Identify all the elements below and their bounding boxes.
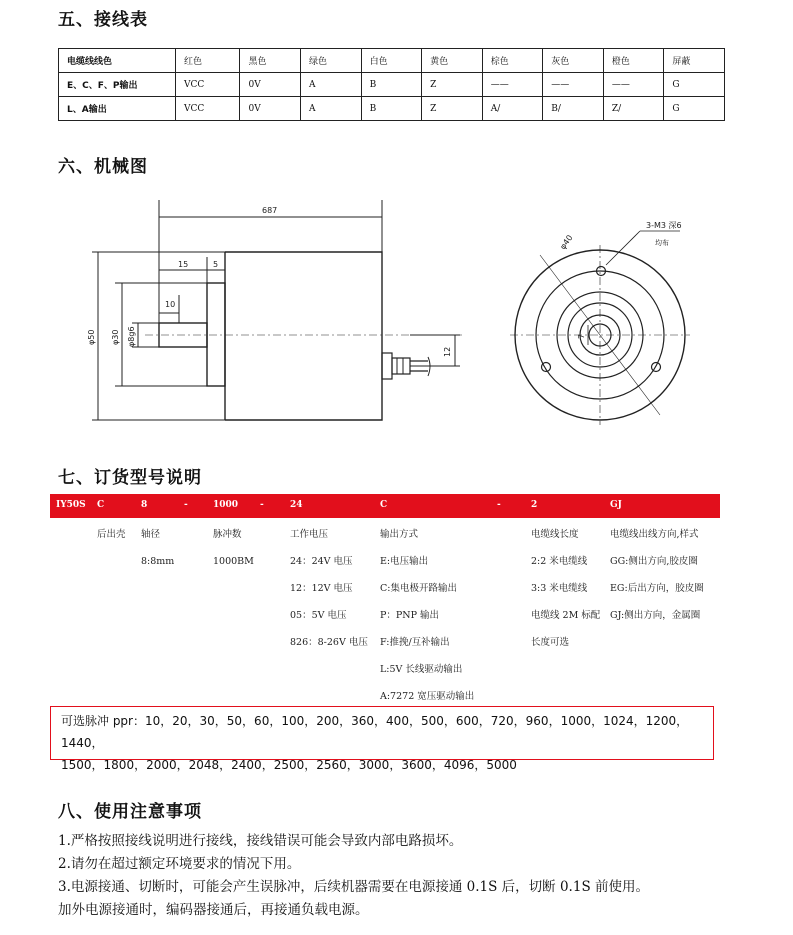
table-cell: 黄色 bbox=[422, 49, 483, 73]
table-cell: A/ bbox=[482, 97, 543, 121]
mechanical-drawing bbox=[70, 195, 710, 435]
order-code-segment: - bbox=[497, 500, 501, 510]
order-column-item: 826：8-26V 电压 bbox=[290, 637, 368, 648]
table-cell: —— bbox=[543, 73, 604, 97]
order-column-item: 电缆线 2M 标配 bbox=[531, 610, 601, 621]
table-cell: 电缆线线色 bbox=[59, 49, 176, 73]
order-column-item: 05：5V 电压 bbox=[290, 610, 347, 621]
order-code-segment: GJ bbox=[610, 500, 622, 510]
order-column-item: 脉冲数 bbox=[213, 529, 242, 540]
table-cell: 绿色 bbox=[301, 49, 362, 73]
dim-12-label: 12 bbox=[443, 346, 452, 357]
wiring-table bbox=[58, 48, 725, 121]
order-code-segment: - bbox=[260, 500, 264, 510]
table-cell: Z bbox=[422, 97, 483, 121]
side-view bbox=[87, 200, 465, 420]
order-column-item: A:7272 宽压驱动输出 bbox=[380, 691, 475, 702]
table-cell: G bbox=[664, 73, 725, 97]
table-cell: VCC bbox=[176, 97, 240, 121]
table-cell: 红色 bbox=[176, 49, 240, 73]
order-column-item: 后出壳 bbox=[97, 529, 126, 540]
order-column-item: 轴径 bbox=[141, 529, 161, 540]
order-column-item: 电缆线出线方向,样式 bbox=[610, 529, 699, 540]
order-code-bar bbox=[50, 494, 720, 518]
order-column-item: 工作电压 bbox=[290, 529, 329, 540]
order-column-item: 12：12V 电压 bbox=[290, 583, 353, 594]
table-cell: A bbox=[301, 97, 362, 121]
table-cell: G bbox=[664, 97, 725, 121]
dim-thread-label: 3-M3 深6 bbox=[646, 221, 682, 230]
dim-5-label: 5 bbox=[213, 260, 219, 269]
dim-phi30-label: φ30 bbox=[111, 329, 120, 345]
order-column-exit bbox=[610, 521, 704, 629]
table-cell: 0V bbox=[240, 97, 301, 121]
table-cell: 0V bbox=[240, 73, 301, 97]
table-cell: B/ bbox=[543, 97, 604, 121]
table-cell: —— bbox=[482, 73, 543, 97]
table-cell: 黑色 bbox=[240, 49, 301, 73]
dim-phi50-label: φ50 bbox=[87, 329, 96, 345]
table-cell: L、A输出 bbox=[59, 97, 176, 121]
order-column-item: GG:侧出方向,胶皮圈 bbox=[610, 556, 698, 567]
order-column-item: 电缆线长度 bbox=[531, 529, 579, 540]
order-column-item: 2:2 米电缆线 bbox=[531, 556, 588, 567]
table-cell: 棕色 bbox=[482, 49, 543, 73]
order-column-pulses bbox=[213, 521, 254, 575]
order-code-segment: 24 bbox=[290, 500, 303, 510]
table-cell: —— bbox=[603, 73, 664, 97]
table-row bbox=[59, 97, 725, 121]
dim-7-label: 7 bbox=[577, 333, 586, 339]
note-item: 3.电源接通、切断时，可能会产生误脉冲，后续机器需要在电源接通 0.1S 后，切断 0.1S 前使用。 bbox=[58, 879, 649, 895]
table-row bbox=[59, 73, 725, 97]
order-column-housing bbox=[97, 521, 126, 548]
notes-list bbox=[58, 830, 778, 922]
note-item: 加外电源接通时，编码器接通后，再接通负载电源。 bbox=[58, 902, 369, 918]
order-column-item: F:推挽/互补输出 bbox=[380, 637, 450, 648]
section-title-order: 七、订货型号说明 bbox=[58, 468, 202, 488]
table-cell: 灰色 bbox=[543, 49, 604, 73]
dim-angle-label: 均布 bbox=[655, 239, 669, 247]
order-column-item: L:5V 长线驱动输出 bbox=[380, 664, 463, 675]
table-cell: Z bbox=[422, 73, 483, 97]
table-cell: A bbox=[301, 73, 362, 97]
dim-length-label: 687 bbox=[262, 206, 278, 215]
dim-10-label: 10 bbox=[165, 300, 176, 309]
order-column-cable bbox=[531, 521, 600, 656]
table-cell: B bbox=[361, 73, 422, 97]
order-column-output bbox=[380, 521, 474, 710]
dim-pcd-label: φ40 bbox=[558, 233, 575, 252]
order-column-item: 8:8mm bbox=[141, 556, 175, 567]
order-code-segment: IY50S bbox=[56, 500, 86, 510]
order-column-item: GJ:侧出方向，金属圈 bbox=[610, 610, 701, 621]
order-column-item: C:集电极开路输出 bbox=[380, 583, 457, 594]
order-code-segment: 2 bbox=[531, 500, 538, 510]
ppr-line: 可选脉冲 ppr：10，20，30，50，60，100，200，360，400，500，600，720，960，1000，1024，1200，1440， bbox=[61, 714, 689, 750]
order-column-item: P：PNP 输出 bbox=[380, 610, 440, 621]
order-column-voltage bbox=[290, 521, 368, 656]
dim-shaft-label: φ8g6 bbox=[127, 326, 136, 347]
dim-15-label: 15 bbox=[178, 260, 189, 269]
order-code-segment: 1000 bbox=[213, 500, 239, 510]
table-cell: 白色 bbox=[361, 49, 422, 73]
order-column-item: 长度可选 bbox=[531, 637, 570, 648]
table-cell: 橙色 bbox=[603, 49, 664, 73]
order-code-segment: - bbox=[184, 500, 188, 510]
ppr-options-box bbox=[50, 706, 714, 772]
order-column-item: 24：24V 电压 bbox=[290, 556, 353, 567]
section-title-notes: 八、使用注意事项 bbox=[58, 802, 202, 822]
note-item: 2.请勿在超过额定环境要求的情况下用。 bbox=[58, 856, 301, 872]
table-cell: Z/ bbox=[603, 97, 664, 121]
order-column-item: E:电压输出 bbox=[380, 556, 429, 567]
table-cell: 屏蔽 bbox=[664, 49, 725, 73]
table-cell: E、C、F、P输出 bbox=[59, 73, 176, 97]
table-cell: VCC bbox=[176, 73, 240, 97]
section-title-mechanical: 六、机械图 bbox=[58, 157, 148, 177]
order-code-segment: 8 bbox=[141, 500, 148, 510]
table-row bbox=[59, 49, 725, 73]
order-code-segment: C bbox=[380, 500, 388, 510]
table-cell: B bbox=[361, 97, 422, 121]
section-title-wiring: 五、接线表 bbox=[58, 10, 148, 30]
note-item: 1.严格按照接线说明进行接线，接线错误可能会导致内部电路损坏。 bbox=[58, 833, 463, 849]
order-column-shaft bbox=[141, 521, 174, 575]
order-code-segment: C bbox=[97, 500, 105, 510]
order-column-item: 输出方式 bbox=[380, 529, 419, 540]
order-column-item: 3:3 米电缆线 bbox=[531, 583, 588, 594]
front-view bbox=[510, 221, 690, 425]
order-column-item: EG:后出方向，胶皮圈 bbox=[610, 583, 704, 594]
ppr-line: 1500，1800，2000，2048，2400，2500，2560，3000，3600，4096，5000 bbox=[61, 758, 517, 772]
order-column-item: 1000BM bbox=[213, 556, 254, 567]
